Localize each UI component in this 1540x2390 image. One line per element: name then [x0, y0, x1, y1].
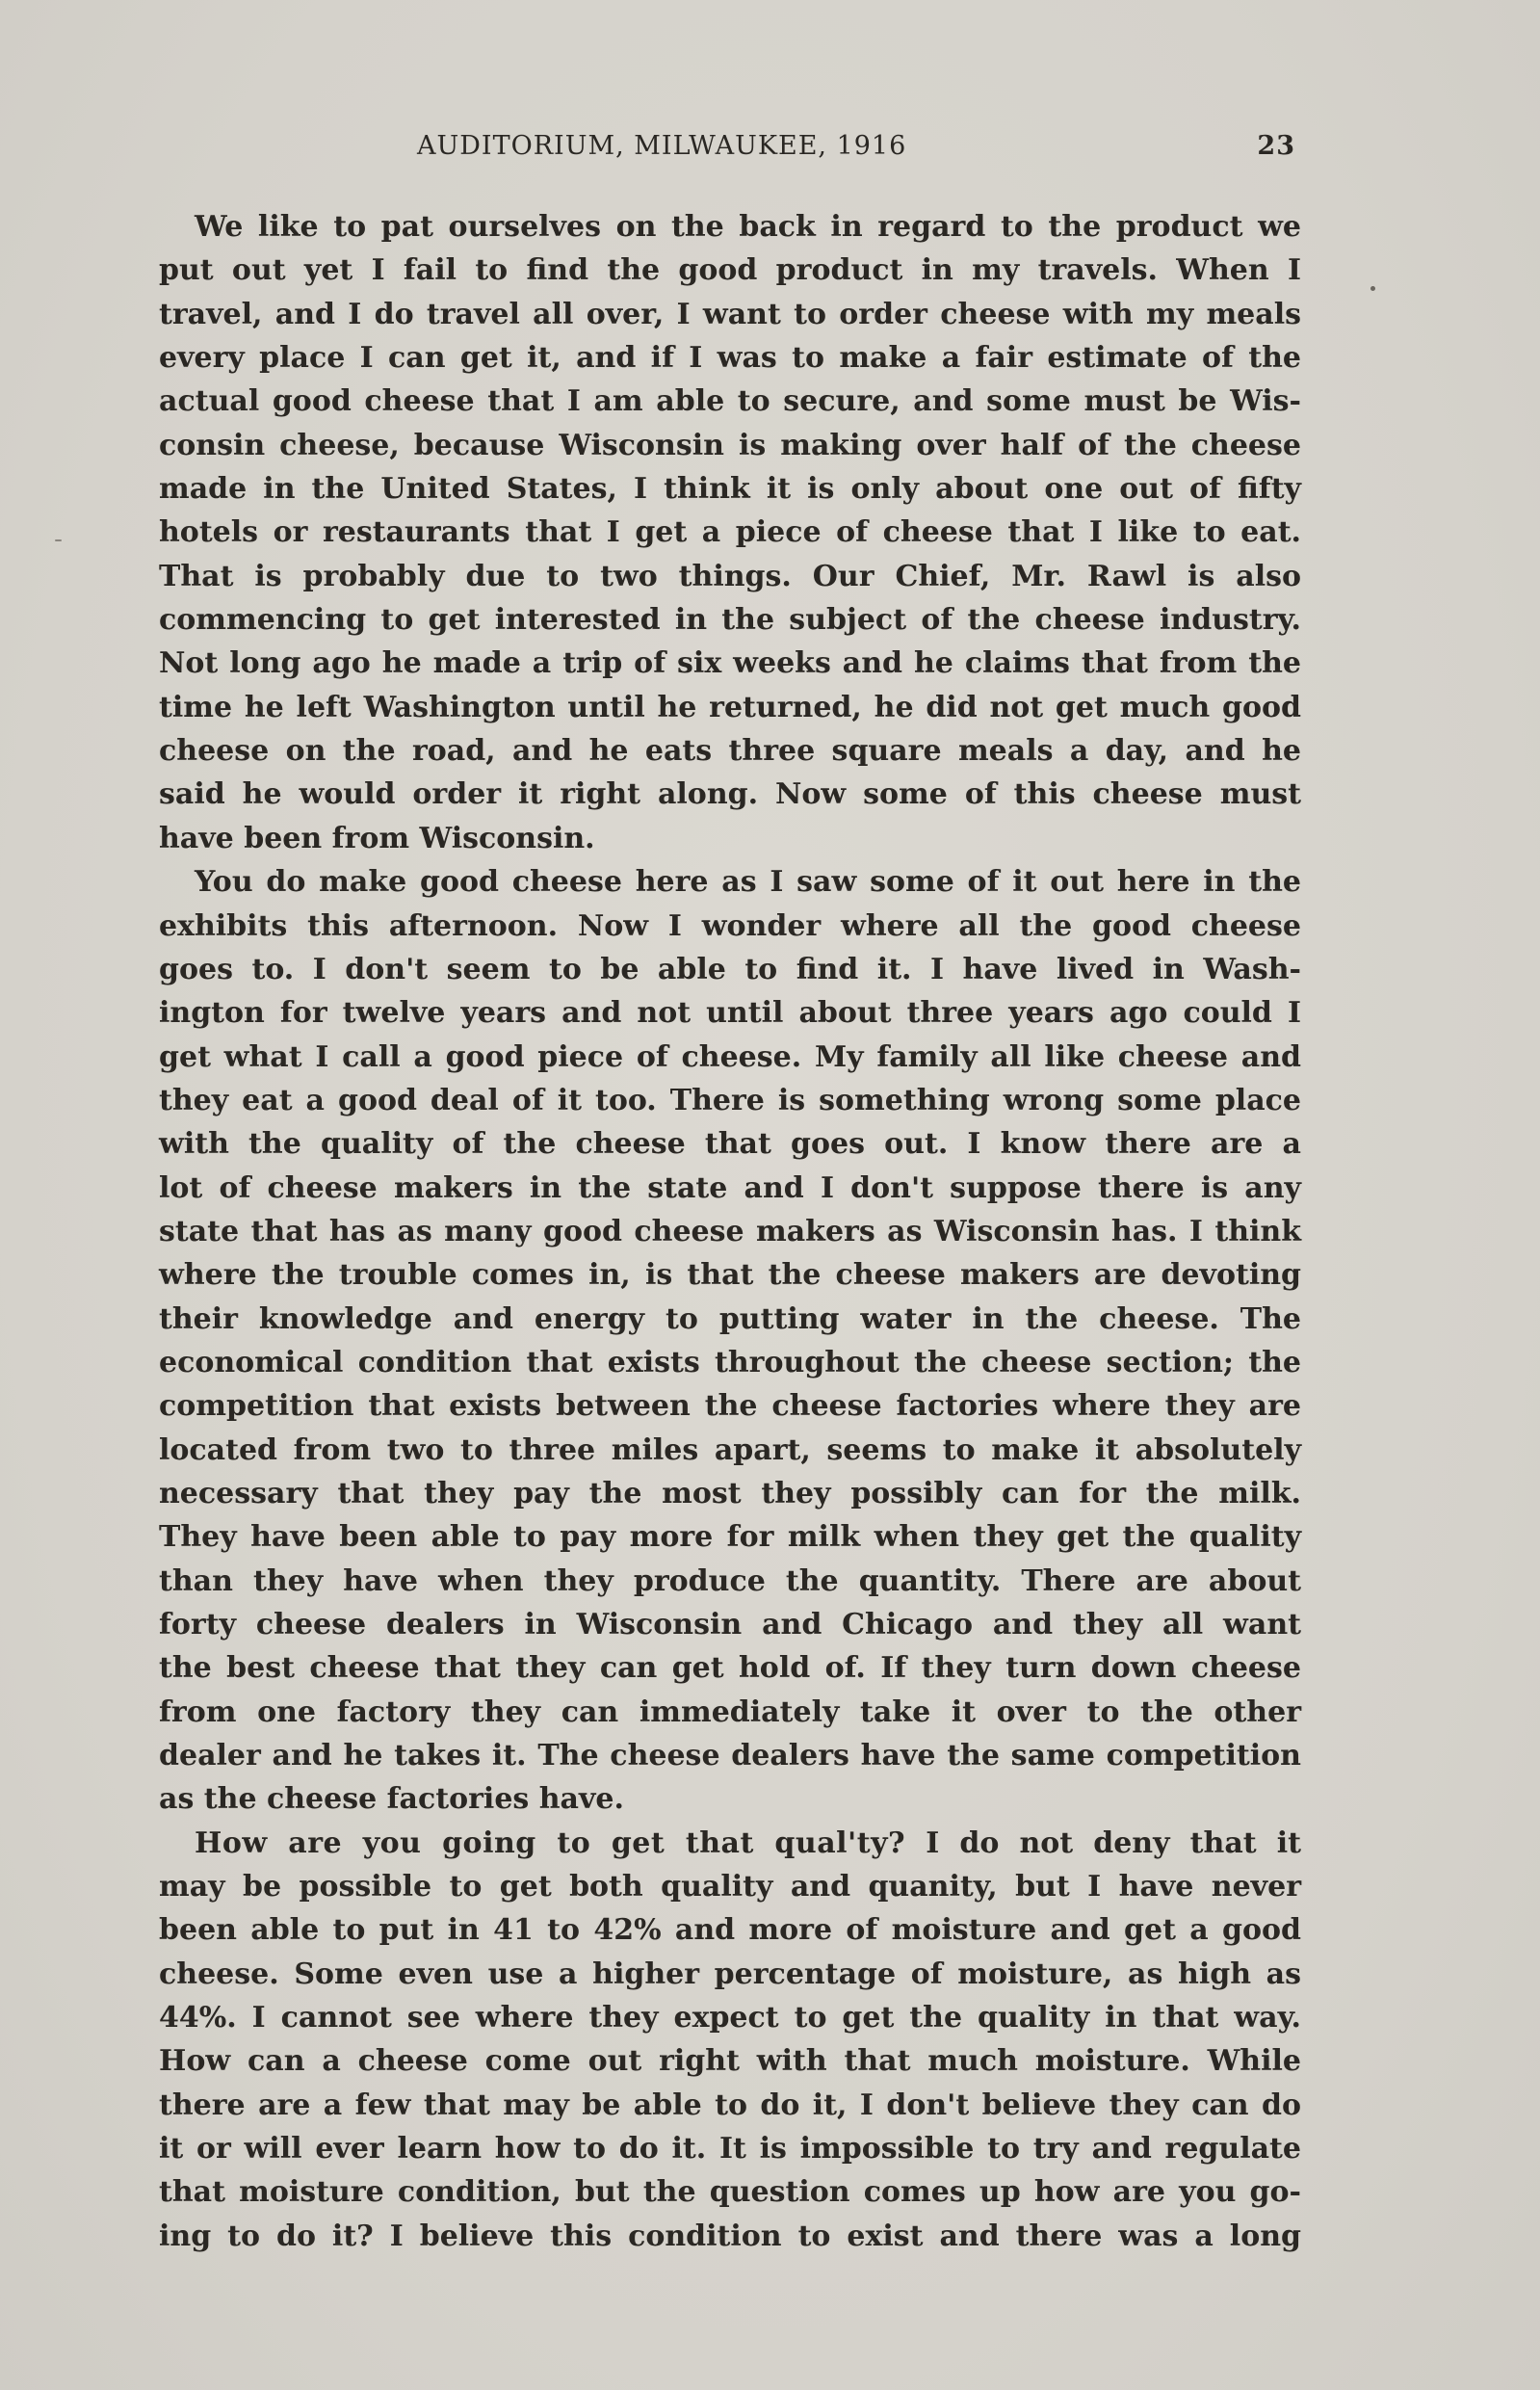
text-line: cheese. Some even use a higher percentage of moisture, as high as — [159, 1957, 1301, 1991]
text-line: exhibits this afternoon. Now I wonder where all the good cheese — [159, 908, 1301, 943]
text-line: goes to. I don't seem to be able to find it. I have lived in Wash- — [159, 952, 1302, 986]
text-line: necessary that they pay the most they possibly can for the milk. — [159, 1476, 1301, 1510]
text-line: said he would order it right along. Now some of this cheese must — [159, 777, 1301, 812]
text-line: it or will ever learn how to do it. It is impossible to try and regulate — [159, 2132, 1301, 2167]
text-line: with the quality of the cheese that goes out. I know there are a — [159, 1127, 1301, 1162]
text-line: They have been able to pay more for milk when they get the quality — [159, 1520, 1302, 1555]
text-line: than they have when they produce the quantity. There are about — [159, 1563, 1301, 1598]
paragraph-3 — [159, 1822, 1301, 2258]
text-run: I do not deny that it — [926, 1825, 1301, 1860]
text-line: dealer and he takes it. The cheese dealers have the same competition — [159, 1739, 1301, 1773]
text-line: forty cheese dealers in Wisconsin and Chicago and they all want — [159, 1608, 1301, 1641]
body-text — [159, 205, 1301, 2258]
text-line: have been from Wisconsin. — [159, 821, 595, 855]
text-line: made in the United States, I think it is only about one out of fifty — [159, 472, 1301, 507]
text-line: commencing to get interested in the subject of the cheese industry. — [159, 603, 1301, 638]
running-head — [159, 131, 1295, 170]
text-line: time he left Washington until he returned, he did not get much good — [159, 690, 1301, 724]
running-title: AUDITORIUM, MILWAUKEE, 1916 — [417, 131, 907, 161]
text-line: ing to do it? I believe this condition to exist and there was a long — [159, 2219, 1301, 2253]
page-number: 23 — [1257, 131, 1295, 161]
paper-speck — [1370, 286, 1375, 291]
text-line: hotels or restaurants that I get a piece of cheese that I like to eat. — [159, 515, 1301, 550]
text-line: put out yet I fail to find the good product in my travels. When I — [159, 253, 1301, 288]
run-in-heading: How are you going to get that qual'ty? — [195, 1825, 906, 1860]
text-line: consin cheese, because Wisconsin is making over half of the cheese — [159, 428, 1301, 462]
text-line: their knowledge and energy to putting water in the cheese. The — [159, 1301, 1301, 1336]
text-line: located from two to three miles apart, seems to make it absolutely — [159, 1432, 1302, 1467]
text-line: the best cheese that they can get hold of. If they turn down cheese — [159, 1651, 1301, 1686]
text-line: they eat a good deal of it too. There is something wrong some place — [159, 1083, 1301, 1117]
text-line: That is probably due to two things. Our Chief, Mr. Rawl is also — [159, 559, 1301, 593]
text-line: 44%. I cannot see where they expect to get the quality in that way. — [159, 2001, 1302, 2035]
text-line: You do make good cheese here as I saw some of it out here in the — [195, 865, 1301, 900]
text-line: been able to put in 41 to 42% and more of moisture and get a good — [159, 1913, 1301, 1948]
text-line: competition that exists between the cheese factories where they are — [159, 1389, 1302, 1424]
text-line: How can a cheese come out right with that much moisture. While — [159, 2044, 1301, 2079]
text-line: We like to pat ourselves on the back in regard to the product we — [195, 210, 1301, 244]
text-line: as the cheese factories have. — [159, 1782, 624, 1817]
text-line: cheese on the road, and he eats three square meals a day, and he — [159, 734, 1301, 769]
text-line: economical condition that exists throughout the cheese section; the — [159, 1345, 1301, 1379]
paragraph-1 — [159, 205, 1301, 860]
text-line: where the trouble comes in, is that the cheese makers are devoting — [159, 1258, 1301, 1293]
text-line: may be possible to get both quality and quanity, but I have never — [159, 1870, 1302, 1904]
text-line: get what I call a good piece of cheese. My family all like cheese and — [159, 1039, 1301, 1074]
paper-speck — [55, 539, 62, 541]
text-line: state that has as many good cheese makers as Wisconsin has. I think — [159, 1214, 1301, 1248]
text-line: that moisture condition, but the question comes up how are you go- — [159, 2175, 1301, 2210]
paragraph-2 — [159, 860, 1301, 1822]
text-line: Not long ago he made a trip of six weeks and he claims that from the — [159, 646, 1301, 681]
text-line: actual good cheese that I am able to secure, and some must be Wis- — [159, 384, 1301, 419]
text-line: every place I can get it, and if I was to make a fair estimate of the — [159, 341, 1301, 376]
text-line: lot of cheese makers in the state and I don't suppose there is any — [159, 1170, 1301, 1205]
text-line: there are a few that may be able to do it, I don't believe they can do — [159, 2088, 1301, 2122]
text-line: from one factory they can immediately take it over to the other — [159, 1694, 1301, 1729]
text-line — [159, 1822, 1301, 1865]
text-line: ington for twelve years and not until about three years ago could I — [159, 996, 1301, 1031]
text-line: travel, and I do travel all over, I want to order cheese with my meals — [159, 297, 1301, 331]
